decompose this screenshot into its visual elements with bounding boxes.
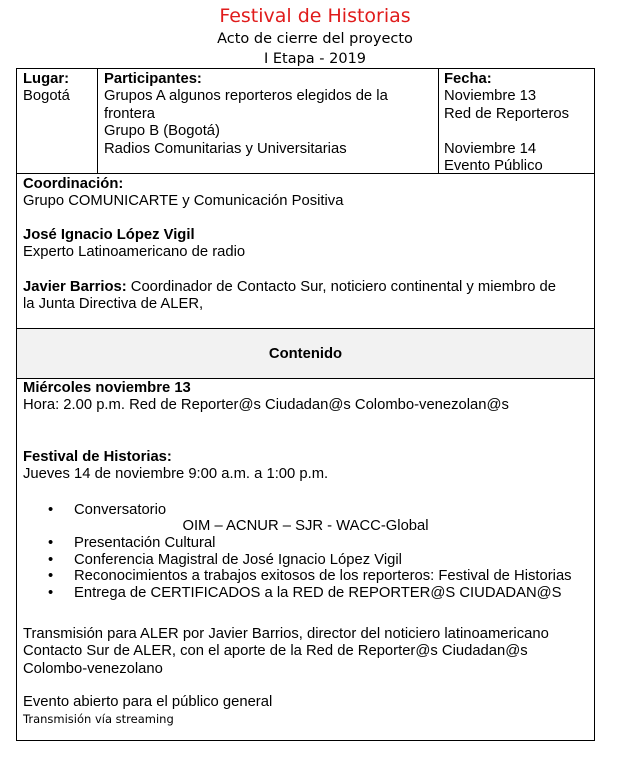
coordinacion-cell — [23, 176, 343, 211]
participantes-label: Participantes: — [104, 71, 202, 87]
coordinator-1 — [23, 227, 245, 262]
festival-date: Jueves 14 de noviembre 9:00 a.m. a 1:00 p.m. — [23, 466, 329, 483]
transmision-line: Colombo-venezolano — [23, 660, 163, 677]
list-item: • Entrega de CERTIFICADOS a la RED de REPORTER@S CIUDADAN@S — [48, 584, 562, 601]
coordinacion-value: Grupo COMUNICARTE y Comunicación Positiva — [23, 193, 344, 210]
festival-title: Festival de Historias: — [23, 449, 172, 465]
streaming-text: Transmisión vía streaming — [23, 712, 174, 727]
bullet-icon: • — [48, 535, 54, 552]
fecha-line — [444, 123, 569, 140]
day1-title: Miércoles noviembre 13 — [23, 380, 191, 396]
coordinator-1-name: José Ignacio López Vigil — [23, 227, 195, 243]
fecha-line: Noviembre 14 — [444, 140, 537, 157]
row-divider — [17, 378, 594, 379]
lugar-value: Bogotá — [23, 88, 70, 105]
bullet-icon: • — [48, 551, 54, 568]
bullet-icon: • — [48, 584, 54, 601]
partner-organizations: OIM – ACNUR – SJR - WACC-Global — [182, 518, 429, 534]
fecha-label: Fecha: — [444, 71, 492, 87]
row-divider — [17, 328, 594, 329]
evento-block — [23, 694, 272, 729]
fecha-line: Evento Público — [444, 158, 543, 175]
participantes-line: frontera — [104, 105, 155, 122]
list-item: • Presentación Cultural — [48, 535, 216, 552]
fecha-cell — [444, 71, 569, 175]
coordinator-1-role: Experto Latinoamericano de radio — [23, 244, 246, 261]
fecha-line: Red de Reporteros — [444, 105, 570, 122]
lugar-cell — [23, 71, 70, 106]
transmision-line: Contacto Sur de ALER, con el aporte de la Red de Reporter@s Ciudadan@s — [23, 643, 528, 660]
participantes-line: Grupo B (Bogotá) — [104, 123, 220, 140]
document-subtitle: Acto de cierre del proyecto — [217, 31, 413, 47]
contenido-heading: Contenido — [268, 346, 343, 362]
participantes-line: Grupos A algunos reporteros elegidos de la — [104, 88, 388, 105]
coordinator-2 — [23, 279, 556, 314]
transmision-block — [23, 626, 549, 678]
list-item: • Conversatorio — [48, 502, 167, 518]
participantes-line: Radios Comunitarias y Universitarias — [104, 140, 347, 157]
festival-block — [23, 449, 328, 484]
fecha-line: Noviembre 13 — [444, 88, 537, 105]
coordinator-2-role-cont: la Junta Directiva de ALER, — [23, 296, 204, 313]
activities-list — [17, 502, 594, 601]
transmision-line: Transmisión para ALER por Javier Barrios, director del noticiero latinoamericano — [23, 626, 549, 642]
day1-line: Hora: 2.00 p.m. Red de Reporter@s Ciudadan@s Colombo-venezolan@s — [23, 397, 509, 414]
document-stage: I Etapa - 2019 — [263, 51, 367, 67]
document-title: Festival de Historias — [219, 5, 411, 27]
bullet-icon: • — [48, 502, 54, 518]
lugar-label: Lugar: — [23, 71, 70, 87]
coordinator-2-name: Javier Barrios: — [23, 279, 127, 295]
coordinacion-label: Coordinación: — [23, 176, 124, 192]
coordinator-2-role: Coordinador de Contacto Sur, noticiero continental y miembro de — [126, 279, 556, 295]
list-item: • Reconocimientos a trabajos exitosos de los reporteros: Festival de Historias — [48, 568, 572, 585]
participantes-cell — [104, 71, 388, 158]
evento-text: Evento abierto para el público general — [23, 694, 273, 710]
day1-block — [23, 380, 509, 415]
column-divider — [438, 69, 439, 173]
bullet-icon: • — [48, 568, 54, 585]
column-divider — [97, 69, 98, 173]
list-item: • Conferencia Magistral de José Ignacio López Vigil — [48, 551, 402, 568]
program-table — [16, 68, 595, 741]
